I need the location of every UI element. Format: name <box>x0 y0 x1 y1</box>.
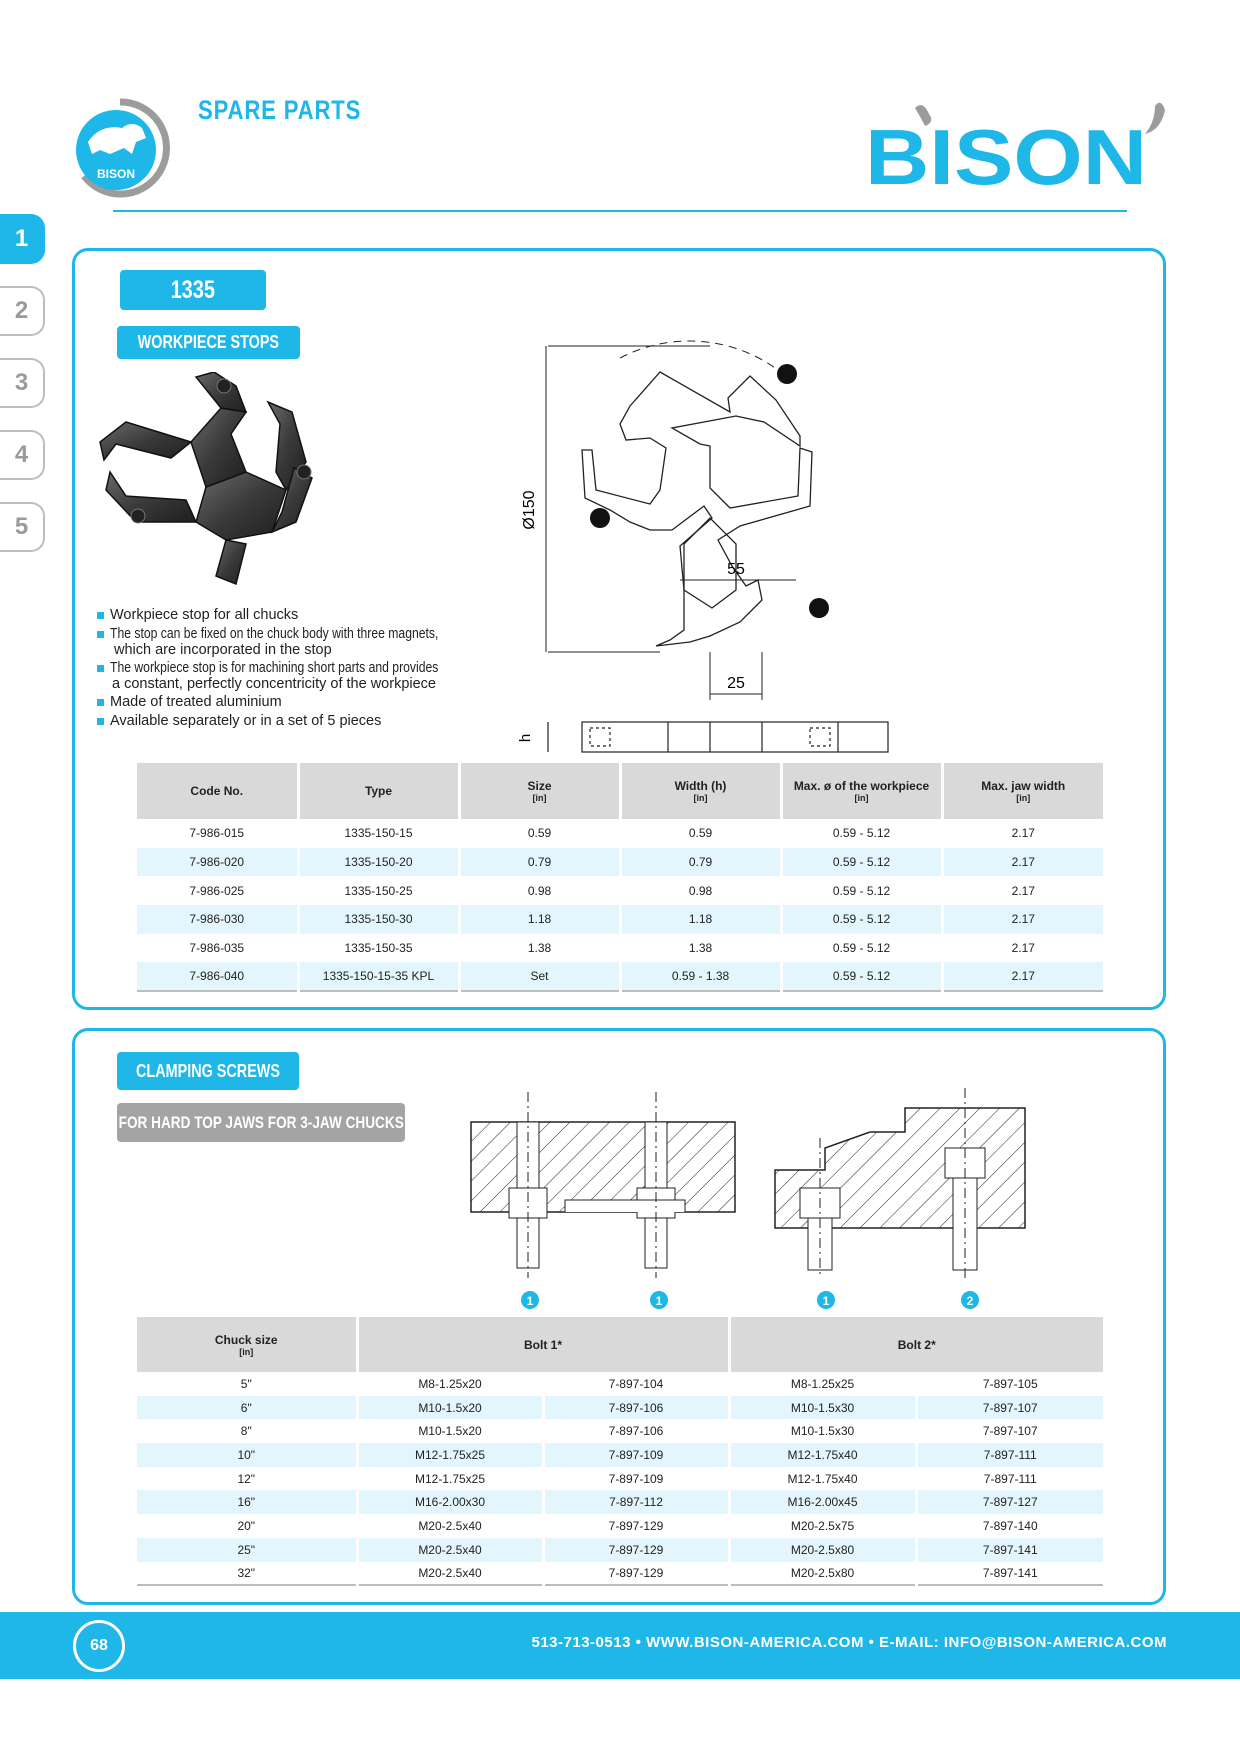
col-header-chuck-size: Chuck size [in] <box>137 1317 357 1372</box>
table-cell: 8" <box>240 1424 252 1439</box>
col-header-type: Type <box>298 763 459 819</box>
table-cell: 0.59 - 5.12 <box>781 905 942 934</box>
table-cell: M20-2.5x80 <box>729 1562 916 1586</box>
table-cell: 7-897-129 <box>543 1562 729 1586</box>
table-cell: 1.38 <box>620 934 781 963</box>
table-row <box>137 1419 1103 1443</box>
table-cell: M8-1.25x25 <box>729 1372 916 1396</box>
table-cell: M20-2.5x40 <box>357 1562 543 1586</box>
svg-text:BISON: BISON <box>865 113 1147 190</box>
table-cell: 0.79 <box>620 848 781 877</box>
table-cell: 0.98 <box>459 876 620 905</box>
table-cell: M16-2.00x45 <box>729 1490 916 1514</box>
table-cell: 0.98 <box>620 876 781 905</box>
bolt-marker-4 <box>961 1291 979 1309</box>
table-cell: 0.59 - 1.38 <box>620 962 781 991</box>
svg-text:1: 1 <box>822 1294 830 1308</box>
feature-item: The stop can be fixed on the chuck body with three magnets, which are incorporated in the stop <box>95 626 465 658</box>
table-cell: 7-897-141 <box>916 1538 1103 1562</box>
table-row <box>137 1562 1103 1586</box>
side-tab-4[interactable]: 4 <box>0 430 45 480</box>
bison-brand-logo <box>865 100 1170 190</box>
footer-contact: 513-713-0513 • WWW.BISON-AMERICA.COM • E-MAIL: INFO@BISON-AMERICA.COM <box>531 1634 1167 1651</box>
svg-text:25: 25 <box>727 675 745 692</box>
table-cell: 7-897-127 <box>916 1490 1103 1514</box>
table-row <box>137 876 1103 905</box>
col-header-code: Code No. <box>137 763 298 819</box>
side-tab-1[interactable]: 1 <box>0 214 45 264</box>
table-cell: 6" <box>137 1396 357 1420</box>
table-cell: 32" <box>137 1562 357 1586</box>
table-cell: 0.59 <box>620 819 781 848</box>
table-cell: 1335-150-25 <box>298 876 459 905</box>
workpiece-stops-table <box>137 763 1103 992</box>
col-header-bolt-1: Bolt 1* <box>357 1317 729 1372</box>
table-cell: 2.17 <box>942 934 1103 963</box>
feature-item: The workpiece stop is for machining short parts and provides a constant, perfectly concentricity of the workpiece <box>95 660 465 692</box>
table-cell: 7-897-112 <box>543 1490 729 1514</box>
bolt-marker-3 <box>817 1291 835 1309</box>
table-cell: M10-1.5x30 <box>729 1419 916 1443</box>
table-cell: 7-897-107 <box>916 1396 1103 1420</box>
table-row <box>137 1514 1103 1538</box>
svg-text:2: 2 <box>966 1294 974 1308</box>
table-row <box>137 1467 1103 1491</box>
header-divider <box>113 210 1127 212</box>
table-cell: 7-897-111 <box>916 1443 1103 1467</box>
table-cell: M12-1.75x25 <box>357 1443 543 1467</box>
side-tab-3[interactable]: 3 <box>0 358 45 408</box>
table-cell: 0.59 - 5.12 <box>781 819 942 848</box>
table-cell: 7-897-141 <box>916 1562 1103 1586</box>
table-cell: 2.17 <box>942 848 1103 877</box>
table-cell: 12" <box>237 1471 256 1486</box>
product-code-badge: 1335 <box>120 270 266 310</box>
table-cell: 1.18 <box>459 905 620 934</box>
table-row <box>137 934 1103 963</box>
table-cell: 0.59 - 5.12 <box>781 876 942 905</box>
table-cell: 16" <box>137 1490 357 1514</box>
table-row <box>137 1372 1103 1396</box>
col-header-bolt-2: Bolt 2* <box>729 1317 1103 1372</box>
table-cell: 7-897-105 <box>916 1372 1103 1396</box>
side-tab-5[interactable]: 5 <box>0 502 45 552</box>
table-row <box>137 1396 1103 1420</box>
svg-text:55: 55 <box>727 561 745 578</box>
table-cell: 7-897-109 <box>543 1467 729 1491</box>
table-cell: 7-986-040 <box>137 962 298 991</box>
table-cell: 25" <box>137 1538 357 1562</box>
page-number: 68 <box>73 1620 125 1672</box>
table-cell: 7-897-109 <box>543 1443 729 1467</box>
section-title: SPARE PARTS <box>198 95 362 125</box>
svg-text:BISON: BISON <box>96 167 136 181</box>
workpiece-stop-drawing <box>500 340 900 760</box>
col-header-size: Size [in] <box>459 763 620 819</box>
table-cell: 7-897-129 <box>543 1514 729 1538</box>
bison-round-logo <box>70 98 170 198</box>
col-header-max-jaw-width: Max. jaw width [in] <box>942 763 1103 819</box>
feature-item: Available separately or in a set of 5 pieces <box>95 713 465 730</box>
table-row <box>137 1443 1103 1467</box>
table-cell: 1335-150-30 <box>298 905 459 934</box>
table-cell: M10-1.5x20 <box>357 1419 543 1443</box>
clamping-screws-drawing <box>465 1088 1035 1310</box>
table-cell: 7-897-104 <box>543 1372 729 1396</box>
feature-item: Made of treated aluminium <box>95 694 465 711</box>
feature-list <box>95 607 465 732</box>
svg-text:Ø150: Ø150 <box>521 490 538 530</box>
table-cell: M12-1.75x40 <box>729 1443 916 1467</box>
table-cell: 7-897-129 <box>543 1538 729 1562</box>
bolt-marker-2 <box>650 1291 668 1309</box>
table-cell: 1.38 <box>459 934 620 963</box>
table-cell: 7-986-020 <box>137 848 298 877</box>
svg-text:1: 1 <box>655 1294 663 1308</box>
table-row <box>137 1538 1103 1562</box>
table-cell: M20-2.5x40 <box>357 1538 543 1562</box>
feature-item: Workpiece stop for all chucks <box>95 607 465 624</box>
table-cell: M12-1.75x25 <box>357 1467 543 1491</box>
table-row <box>137 819 1103 848</box>
table-cell: 1335-150-35 <box>298 934 459 963</box>
table-cell: 7-986-025 <box>189 883 245 898</box>
table-cell: Set <box>459 962 620 991</box>
table-cell: 2.17 <box>942 905 1103 934</box>
table-cell: 7-897-140 <box>916 1514 1103 1538</box>
table-row <box>137 848 1103 877</box>
table-cell: M20-2.5x80 <box>729 1538 916 1562</box>
table-cell: M10-1.5x30 <box>729 1396 916 1420</box>
table-cell: M12-1.75x40 <box>729 1467 916 1491</box>
table-cell: 7-986-015 <box>189 826 245 841</box>
table-cell: 7-897-106 <box>543 1419 729 1443</box>
table-cell: 0.59 - 5.12 <box>781 934 942 963</box>
table-cell: 7-986-030 <box>137 905 298 934</box>
table-cell: M10-1.5x20 <box>357 1396 543 1420</box>
table-cell: 2.17 <box>942 962 1103 991</box>
svg-text:1: 1 <box>526 1294 534 1308</box>
footer-bar <box>0 1612 1240 1679</box>
clamping-screws-table <box>137 1317 1103 1586</box>
product-name-badge: WORKPIECE STOPS <box>117 326 300 359</box>
table-cell: 0.59 - 5.12 <box>781 962 942 991</box>
bolt-marker-1 <box>521 1291 539 1309</box>
table-cell: M20-2.5x75 <box>729 1514 916 1538</box>
table-cell: M16-2.00x30 <box>357 1490 543 1514</box>
clamping-screws-badge: CLAMPING SCREWS <box>117 1052 299 1090</box>
table-cell: 1335-150-15-35 KPL <box>298 962 459 991</box>
table-cell: 1.18 <box>620 905 781 934</box>
svg-text:h: h <box>517 733 534 743</box>
hard-top-jaws-badge: FOR HARD TOP JAWS FOR 3-JAW CHUCKS <box>117 1103 405 1142</box>
table-row <box>137 905 1103 934</box>
col-header-max-diameter: Max. ø of the workpiece [in] <box>781 763 942 819</box>
table-cell: M20-2.5x40 <box>357 1514 543 1538</box>
table-cell: 0.59 <box>459 819 620 848</box>
table-cell: 5" <box>240 1376 252 1391</box>
table-cell: 7-897-107 <box>916 1419 1103 1443</box>
table-cell: 0.79 <box>459 848 620 877</box>
table-cell: 7-986-035 <box>189 941 245 956</box>
table-cell: 2.17 <box>942 819 1103 848</box>
table-cell: 0.59 - 5.12 <box>781 848 942 877</box>
col-header-width: Width (h) [in] <box>620 763 781 819</box>
table-cell: 2.17 <box>942 876 1103 905</box>
table-cell: 7-897-106 <box>543 1396 729 1420</box>
workpiece-stop-photo <box>96 372 330 592</box>
table-cell: 7-897-111 <box>916 1467 1103 1491</box>
table-row <box>137 1490 1103 1514</box>
table-cell: 20" <box>237 1518 256 1533</box>
side-tab-2[interactable]: 2 <box>0 286 45 336</box>
table-cell: 1335-150-15 <box>298 819 459 848</box>
table-row <box>137 962 1103 991</box>
table-cell: M8-1.25x20 <box>357 1372 543 1396</box>
table-cell: 1335-150-20 <box>298 848 459 877</box>
table-cell: 10" <box>137 1443 357 1467</box>
